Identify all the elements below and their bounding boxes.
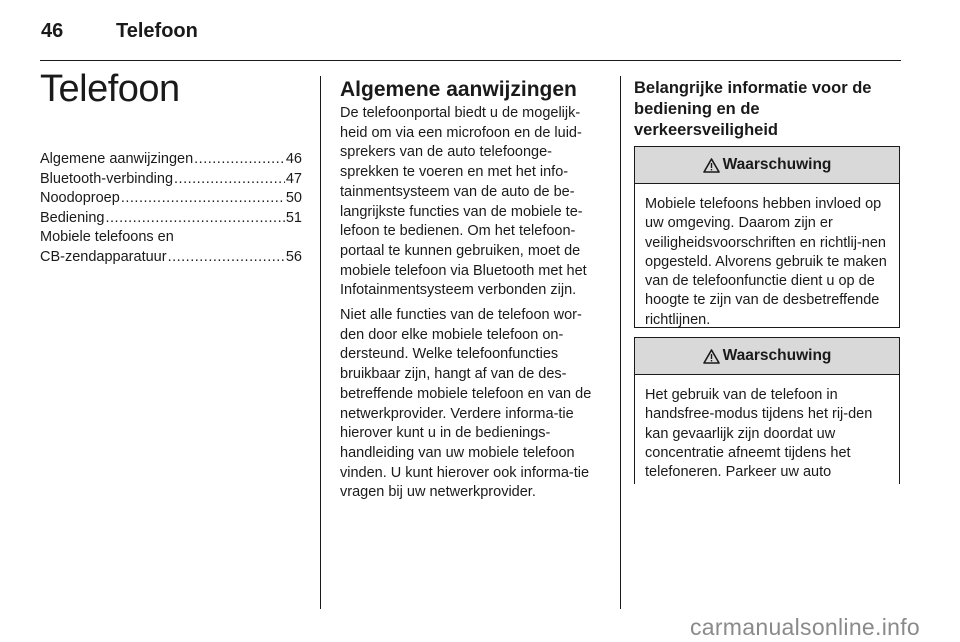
table-of-contents (40, 150, 302, 267)
toc-entry[interactable] (40, 209, 302, 229)
toc-entry-label: Bediening (40, 209, 105, 226)
toc-entry-page: 46 (285, 151, 302, 167)
warning-header (635, 338, 899, 375)
header-title: Telefoon (116, 20, 198, 42)
warning-text: Het gebruik van de telefoon in handsfree-modus tijdens het rij-den kan gevaarlijk zijn doordat uw concentratie afneemt tijdens het telefoneren. Parkeer uw auto (645, 387, 873, 481)
toc-leader-dots (106, 209, 285, 229)
paragraph: De telefoonportal biedt u de mogelijk-heid om via een microfoon en de luid-sprekers van de auto telefoonge-sprekken te voeren en met het info-tainmentsysteem van de auto de be-langrijkste functies van de mobiele te-lefoon te bedienen. Om het telefoon-portaal te kunnen gebruiken, moet de mobiele telefoon via Bluetooth met het Infotainmentsysteem verbonden zijn. (340, 105, 587, 299)
warning-header (635, 147, 899, 184)
safety-section (634, 78, 900, 141)
warning-triangle-icon (703, 158, 720, 173)
toc-entry[interactable] (40, 170, 302, 190)
toc-entry-page: 56 (285, 248, 302, 265)
warning-heading: Waarschuwing (722, 347, 832, 364)
chapter-title: Telefoon (40, 68, 180, 110)
warning-text: Mobiele telefoons hebben invloed op uw omgeving. Daarom zijn er veiligheidsvoorschriften en richtlij-nen opgesteld. Alvorens gebruik te maken van de telefoonfunctie dient u op de hoogte te zijn van de desbetreffende richtlijnen. (645, 196, 887, 328)
toc-entry[interactable] (40, 228, 302, 267)
warning-heading: Waarschuwing (722, 156, 832, 173)
toc-entry-label: Algemene aanwijzingen (40, 151, 194, 167)
toc-entry-label: CB-zendapparatuur (40, 248, 167, 265)
warning-triangle-icon (703, 349, 720, 364)
toc-entry-page: 47 (285, 170, 302, 187)
watermark: carmanualsonline.info (689, 614, 920, 640)
toc-leader-dots (174, 170, 285, 190)
toc-leader-dots (194, 150, 285, 170)
general-section (340, 78, 604, 508)
toc-entry-label: Noodoproep (40, 190, 120, 206)
toc-entry-label: Bluetooth-verbinding (40, 170, 174, 187)
subsection-title: Belangrijke informatie voor de bediening en de verkeersveiligheid (634, 79, 872, 139)
section-title: Algemene aanwijzingen (340, 78, 577, 101)
warning-box (634, 146, 900, 328)
warning-box (634, 337, 900, 484)
header-rule (40, 60, 901, 61)
toc-entry-page: 50 (285, 190, 302, 206)
column-divider (320, 76, 321, 609)
toc-entry-label-line1: Mobiele telefoons en (40, 229, 174, 245)
toc-entry[interactable] (40, 150, 302, 170)
toc-leader-dots (168, 248, 285, 268)
toc-entry[interactable] (40, 189, 302, 209)
toc-entry-page: 51 (285, 209, 302, 226)
column-divider (620, 76, 621, 609)
toc-leader-dots (121, 189, 285, 209)
page-number: 46 (41, 20, 64, 42)
paragraph: Niet alle functies van de telefoon wor-den door elke mobiele telefoon on-dersteund. Welke telefoonfuncties bruikbaar zijn, hangt af van de des-betreffende mobiele telefoon en van de netwerkprovider. Verdere informa-tie hierover kunt u in de bedienings-handleiding van uw mobiele telefoon vinden. U kunt hierover ook informa-tie vragen bij uw netwerkprovider. (340, 307, 592, 501)
